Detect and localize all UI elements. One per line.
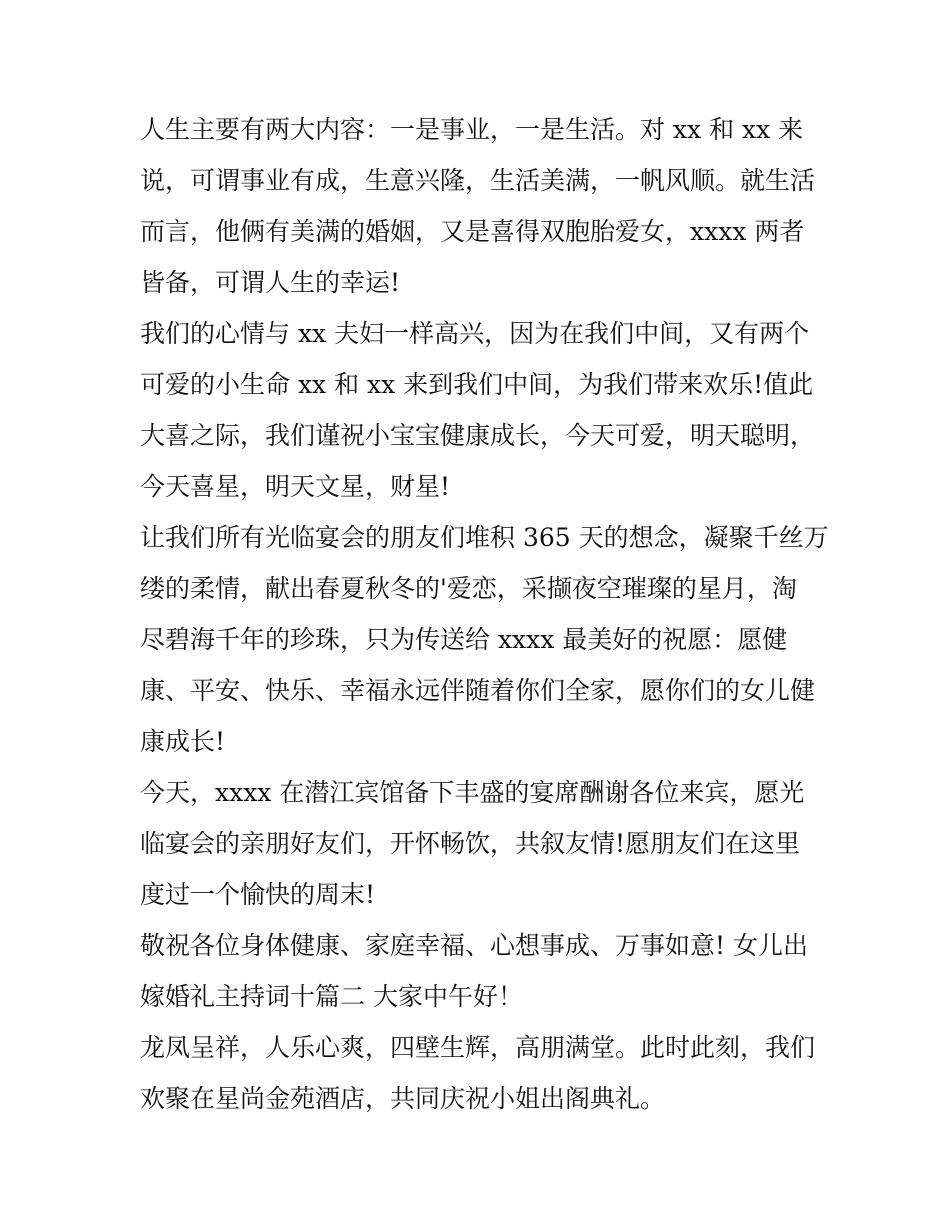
text-line: 说，可谓事业有成，生意兴隆，生活美满，一帆风顺。就生活 <box>140 166 816 195</box>
text-line: 尽碧海千年的珍珠，只为传送给 xxxx 最美好的祝愿：愿健 <box>140 625 788 654</box>
paragraph-3 <box>140 512 829 767</box>
text-line: 人生主要有两大内容：一是事业，一是生活。对 xx 和 xx 来 <box>140 115 804 144</box>
document-body <box>140 104 829 1124</box>
text-line: 嫁婚礼主持词十篇二 大家中午好！ <box>140 982 523 1011</box>
text-line: 可爱的小生命 xx 和 xx 来到我们中间，为我们带来欢乐!值此 <box>140 370 814 399</box>
paragraph-1 <box>140 104 816 308</box>
text-line: 康、平安、快乐、幸福永远伴随着你们全家，愿你们的女儿健 <box>140 676 816 705</box>
text-line: 皆备，可谓人生的幸运! <box>140 268 401 297</box>
text-line: 缕的柔情，献出春夏秋冬的'爱恋，采撷夜空璀璨的星月，淘 <box>140 574 797 603</box>
text-line: 欢聚在星尚金苑酒店，共同庆祝小姐出阁典礼。 <box>140 1084 666 1113</box>
text-line: 我们的心情与 xx 夫妇一样高兴，因为在我们中间，又有两个 <box>140 319 810 348</box>
text-line: 今天，xxxx 在潜江宾馆备下丰盛的宴席酬谢各位来宾，愿光 <box>140 778 805 807</box>
text-line: 度过一个愉快的周末! <box>140 880 376 909</box>
text-line: 让我们所有光临宴会的朋友们堆积 365 天的想念，凝聚千丝万 <box>140 523 829 552</box>
text-line: 临宴会的亲朋好友们，开怀畅饮，共叙友情!愿朋友们在这里 <box>140 829 801 858</box>
text-line: 而言，他俩有美满的婚姻，又是喜得双胞胎爱女，xxxx 两者 <box>140 217 805 246</box>
paragraph-5 <box>140 920 812 1022</box>
text-line: 康成长! <box>140 727 226 756</box>
paragraph-6 <box>140 1022 816 1124</box>
text-line: 今天喜星，明天文星，财星! <box>140 472 451 501</box>
paragraph-2 <box>140 308 816 512</box>
text-line: 敬祝各位身体健康、家庭幸福、心想事成、万事如意! 女儿出 <box>140 931 808 960</box>
text-line: 大喜之际，我们谨祝小宝宝健康成长，今天可爱，明天聪明， <box>140 421 816 450</box>
paragraph-4 <box>140 767 812 920</box>
text-line: 龙凤呈祥，人乐心爽，四壁生辉，高朋满堂。此时此刻，我们 <box>140 1033 816 1062</box>
